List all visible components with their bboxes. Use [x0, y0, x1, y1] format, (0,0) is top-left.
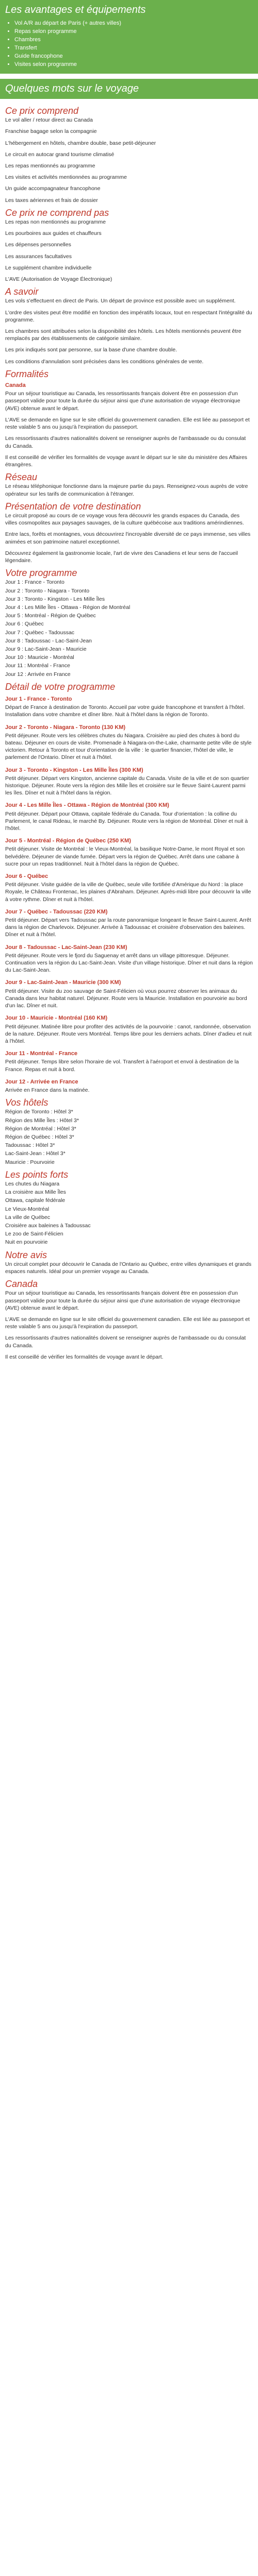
advantages-title: Les avantages et équipements	[5, 4, 146, 15]
program-detail	[5, 683, 253, 1094]
day-description: Arrivée en France dans la matinée.	[5, 1087, 90, 1093]
highlight-item: La ville de Québec	[5, 1214, 50, 1221]
hotels-section	[5, 1099, 253, 1166]
section-paragraph: Les repas mentionnés au programme	[5, 163, 95, 170]
hotel-item: Tadoussac : Hôtel 3*	[5, 1142, 55, 1149]
day-title: Jour 4 - Les Mille Îles - Ottawa - Région de Montréal (300 KM)	[5, 802, 169, 809]
advantage-item: • Chambres	[14, 36, 253, 44]
day-description: Petit déjeuner. Départ pour Ottawa, capitale fédérale du Canada. Tour d'orientation : la colline du Parlement, le canal Rideau, le marché By. Déjeuner. Route vers la région de Montréal. Dîner et nuit à l'hôtel.	[5, 810, 248, 832]
day-description: Petit déjeuner. Visite de Montréal : le Vieux-Montréal, la basilique Notre-Dame, le mont Royal et son belvédère. Déjeuner de viande fumée. Départ vers la région de Québec. Arrêt dans une cabane à sucre pour un repas traditionnel. Nuit à l'hôtel dans la région de Québec.	[5, 846, 245, 867]
advantages-list	[5, 19, 253, 69]
day-title: Jour 5 - Montréal - Région de Québec (250 KM)	[5, 838, 131, 844]
section-paragraph: Le supplément chambre individuelle	[5, 264, 92, 271]
highlight-item: Nuit en pourvoirie	[5, 1239, 48, 1246]
section-paragraph: Les visites et activités mentionnées au programme	[5, 174, 127, 181]
section-title: Formalités	[5, 368, 49, 379]
program-list-item: Jour 9 : Lac-Saint-Jean - Mauricie	[5, 646, 87, 652]
highlight-item: Ottawa, capitale fédérale	[5, 1197, 66, 1204]
review-text: Un circuit complet pour découvrir le Canada de l'Ontario au Québec, entre villes dynamiques et grands espaces naturels. Idéal pour un premier voyage au Canada.	[5, 1261, 252, 1275]
day-title: Jour 8 - Tadoussac - Lac-Saint-Jean (230 KM)	[5, 944, 127, 951]
section-title: Votre programme	[5, 568, 77, 579]
advantage-item: • Transfert	[14, 44, 253, 52]
section-paragraph: Les prix indiqués sont par personne, sur la base d'une chambre double.	[5, 347, 177, 353]
formalities-footer	[5, 1280, 253, 1361]
advantages-header	[0, 0, 258, 74]
program-list-item: Jour 5 : Montréal - Région de Québec	[5, 613, 96, 619]
section-paragraph: L'AVE (Autorisation de Voyage Électronique)	[5, 276, 112, 283]
day-title: Jour 1 - France - Toronto	[5, 696, 72, 702]
hotel-item: Mauricie : Pourvoirie	[5, 1159, 55, 1165]
day-title: Jour 3 - Toronto - Kingston - Les Mille Îles (300 KM)	[5, 767, 143, 773]
program-list-item: Jour 8 : Tadoussac - Lac-Saint-Jean	[5, 637, 92, 644]
section-paragraph: Franchise bagage selon la compagnie	[5, 128, 97, 135]
day-title: Jour 11 - Montréal - France	[5, 1050, 77, 1057]
program-list-item: Jour 6 : Québec	[5, 621, 44, 628]
section-paragraph: Les assurances facultatives	[5, 253, 72, 260]
program-list-item: Jour 11 : Montréal - France	[5, 663, 70, 669]
section-paragraph: Le circuit en autocar grand tourisme climatisé	[5, 151, 115, 158]
program-list-item: Jour 2 : Toronto - Niagara - Toronto	[5, 587, 90, 594]
highlight-item: Les chutes du Niagara	[5, 1180, 60, 1187]
highlight-item: Croisière aux baleines à Tadoussac	[5, 1222, 91, 1229]
section-title: A savoir	[5, 286, 39, 297]
review-title: Notre avis	[5, 1249, 47, 1260]
section-paragraph: Les vols s'effectuent en direct de Paris. Un départ de province est possible avec un supplément.	[5, 298, 236, 304]
section-title: Ce prix ne comprend pas	[5, 207, 109, 218]
detail-title: Détail de votre programme	[5, 681, 116, 692]
section-paragraph: Un guide accompagnateur francophone	[5, 185, 101, 192]
section-title: Ce prix comprend	[5, 106, 79, 116]
section-paragraph: L'ordre des visites peut être modifié en fonction des impératifs locaux, tout en respectant l'intégralité du programme.	[5, 309, 252, 323]
section-paragraph: L'AVE se demande en ligne sur le site officiel du gouvernement canadien. Elle est liée au passeport et reste valable 5 ans ou jusqu'à l'expiration du passeport.	[5, 416, 250, 431]
hotel-item: Région de Toronto : Hôtel 3*	[5, 1109, 73, 1115]
footer-paragraph: Pour un séjour touristique au Canada, les ressortissants français doivent être en possession d'un passeport valide pour toute la durée du séjour ainsi que d'une autorisation de voyage électronique (AVE) obtenue avant le départ.	[5, 1290, 240, 1311]
day-title: Jour 9 - Lac-Saint-Jean - Mauricie (300 KM)	[5, 979, 121, 986]
section-paragraph: Le vol aller / retour direct au Canada	[5, 117, 93, 124]
highlight-item: Le Vieux-Montréal	[5, 1206, 50, 1212]
day-description: Petit déjeuner. Visite guidée de la ville de Québec, seule ville fortifiée d'Amérique du Nord : la place Royale, le Château Frontenac, les plaines d'Abraham. Déjeuner. Après-midi libre pour découvrir la ville à votre rythme. Dîner et nuit à l'hôtel.	[5, 882, 251, 903]
sections-container	[5, 107, 253, 678]
footer-paragraph: Les ressortissants d'autres nationalités doivent se renseigner auprès de l'ambassade ou du consulat du Canada.	[5, 1335, 246, 1349]
program-list-item: Jour 7 : Québec - Tadoussac	[5, 629, 75, 636]
section-paragraph: Il est conseillé de vérifier les formalités de voyage avant le départ sur le site du ministère des Affaires étrangères.	[5, 454, 248, 468]
main-content	[0, 99, 258, 1361]
section-paragraph: Découvrez également la gastronomie locale, l'art de vivre des Canadiens et leur sens de l'accueil légendaire.	[5, 550, 238, 564]
highlight-item: La croisière aux Mille Îles	[5, 1189, 66, 1196]
program-list-item: Jour 3 : Toronto - Kingston - Les Mille Îles	[5, 596, 105, 602]
section-title: Réseau	[5, 472, 38, 483]
section-paragraph: Les dépenses personnelles	[5, 242, 71, 248]
advantage-item: • Guide francophone	[14, 52, 253, 60]
advantage-item: • Visites selon programme	[14, 60, 253, 69]
section-title: Présentation de votre destination	[5, 501, 141, 512]
program-list-item: Jour 1 : France - Toronto	[5, 579, 64, 586]
trip-overview-banner: Quelques mots sur le voyage	[0, 79, 258, 99]
highlights-section	[5, 1171, 253, 1246]
day-title: Jour 10 - Mauricie - Montréal (160 KM)	[5, 1015, 108, 1022]
hotel-item: Région de Québec : Hôtel 3*	[5, 1133, 74, 1140]
day-description: Petit déjeuner. Temps libre selon l'horaire de vol. Transfert à l'aéroport et envol à destination de la France. Repas et nuit à bord.	[5, 1059, 239, 1073]
day-description: Petit déjeuner. Route vers le fjord du Saguenay et arrêt dans un village pittoresque. Déjeuner. Continuation vers la région du Lac-Saint-Jean. Visite d'un village historique. Dîner et nuit dans la région du Lac-Saint-Jean.	[5, 952, 253, 974]
day-description: Petit déjeuner. Route vers les célèbres chutes du Niagara. Croisière au pied des chutes à bord du bateau. Déjeuner en cours de visite. Promenade à Niagara-on-the-Lake, charmante petite ville de style victorien. Retour à Toronto et tour d'orientation de la ville : le quartier financier, l'hôtel de ville, le parlement de l'Ontario. Dîner et nuit à l'hôtel.	[5, 732, 252, 761]
section-paragraph: Le réseau téléphonique fonctionne dans la majeure partie du pays. Renseignez-vous auprès de votre opérateur sur les tarifs de communication à l'étranger.	[5, 483, 248, 497]
day-description: Départ de France à destination de Toronto. Accueil par votre guide francophone et transfert à l'hôtel. Installation dans votre chambre et dîner libre. Nuit à l'hôtel dans la région de Toronto.	[5, 704, 245, 718]
day-description: Petit déjeuner. Départ vers Tadoussac par la route panoramique longeant le fleuve Saint-Laurent. Arrêt dans la région de Charlevoix. Déjeuner. Arrivée à Tadoussac et croisière d'observation des baleines. Dîner et nuit à l'hôtel.	[5, 917, 251, 938]
day-description: Petit déjeuner. Visite du zoo sauvage de Saint-Félicien où vous pourrez observer les animaux du Canada dans leur habitat naturel. Déjeuner. Route vers la Mauricie. Installation en pourvoirie au bord d'un lac. Dîner et nuit.	[5, 988, 247, 1009]
day-title: Jour 2 - Toronto - Niagara - Toronto (130 KM)	[5, 724, 126, 731]
advantage-item: • Repas selon programme	[14, 27, 253, 36]
day-description: Petit déjeuner. Départ vers Kingston, ancienne capitale du Canada. Visite de la ville et de son quartier historique. Déjeuner. Route vers la région des Mille Îles et croisière sur le fleuve Saint-Laurent parmi les îles. Dîner et nuit à l'hôtel dans la région.	[5, 775, 249, 796]
section-paragraph: L'hébergement en hôtels, chambre double, base petit-déjeuner	[5, 140, 156, 146]
section-paragraph: Les conditions d'annulation sont précisées dans les conditions générales de vente.	[5, 358, 204, 365]
hotel-item: Lac-Saint-Jean : Hôtel 3*	[5, 1150, 66, 1157]
day-title: Jour 6 - Québec	[5, 873, 49, 880]
section-paragraph: Les ressortissants d'autres nationalités doivent se renseigner auprès de l'ambassade ou du consulat du Canada.	[5, 435, 246, 449]
section-paragraph: Les taxes aériennes et frais de dossier	[5, 197, 98, 204]
section-paragraph: Les pourboires aux guides et chauffeurs	[5, 230, 102, 237]
footer-title: Canada	[5, 1279, 38, 1290]
day-title: Jour 12 - Arrivée en France	[5, 1078, 78, 1085]
hotel-item: Région de Montréal : Hôtel 3*	[5, 1125, 76, 1132]
section-paragraph: Entre lacs, forêts et montagnes, vous découvrirez l'incroyable diversité de ce pays immense, ses villes animées et son patrimoine naturel exceptionnel.	[5, 531, 251, 545]
footer-paragraph: L'AVE se demande en ligne sur le site officiel du gouvernement canadien. Elle est liée au passeport et reste valable 5 ans ou jusqu'à l'expiration du passeport.	[5, 1316, 250, 1330]
advantage-item: • Vol A/R au départ de Paris (+ autres villes)	[14, 19, 253, 27]
review-section	[5, 1251, 253, 1276]
section-paragraph: Les repas non mentionnés au programme	[5, 219, 106, 226]
highlights-title: Les points forts	[5, 1169, 69, 1180]
program-list-item: Jour 10 : Mauricie - Montréal	[5, 654, 74, 661]
section-paragraph: Le circuit proposé au cours de ce voyage vous fera découvrir les grands espaces du Canada, des villes cosmopolites aux paysages sauvages, de la culture québécoise aux traditions amérindiennes.	[5, 512, 244, 527]
hotel-item: Région des Mille Îles : Hôtel 3*	[5, 1117, 79, 1124]
section-paragraph: Pour un séjour touristique au Canada, les ressortissants français doivent être en possession d'un passeport valide pour toute la durée du séjour ainsi que d'une autorisation de voyage électronique (AVE) obtenue avant le départ.	[5, 391, 240, 412]
section-subtitle: Canada	[5, 382, 26, 389]
section-paragraph: Les chambres sont attribuées selon la disponibilité des hôtels. Les hôtels mentionnés peuvent être remplacés par des établissements de catégorie similaire.	[5, 328, 241, 342]
highlight-item: Le zoo de Saint-Félicien	[5, 1231, 63, 1238]
day-description: Petit déjeuner. Matinée libre pour profiter des activités de la pourvoirie : canot, randonnée, observation de la nature. Déjeuner. Route vers Montréal. Temps libre pour les derniers achats. Dîner d'adieu et nuit à l'hôtel.	[5, 1023, 252, 1044]
program-list-item: Jour 4 : Les Mille Îles - Ottawa - Région de Montréal	[5, 604, 131, 611]
program-list-item: Jour 12 : Arrivée en France	[5, 671, 71, 677]
hotels-title: Vos hôtels	[5, 1097, 49, 1108]
footer-paragraph: Il est conseillé de vérifier les formalités de voyage avant le départ.	[5, 1353, 164, 1360]
day-title: Jour 7 - Québec - Tadoussac (220 KM)	[5, 908, 108, 915]
